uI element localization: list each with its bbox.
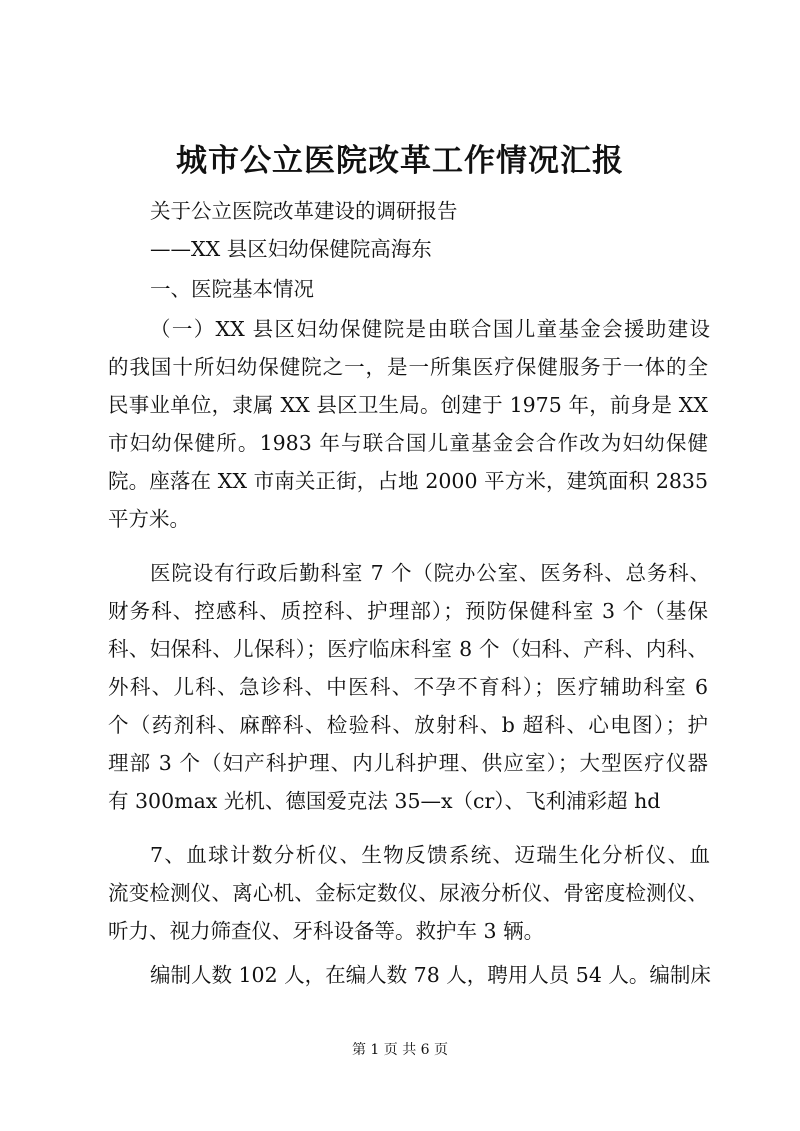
paragraph-line: 听力、视力筛查仪、牙科设备等。救护车 3 辆。 <box>108 919 545 943</box>
paragraph-line: 平方米。 <box>108 507 190 531</box>
paragraph-line: （一）XX 县区妇幼保健院是由联合国儿童基金会援助建设 <box>150 317 710 341</box>
paragraph-line: 编制人数 102 人，在编人数 78 人，聘用人员 54 人。编制床 <box>150 963 711 987</box>
paragraph-line: 有 300max 光机、德国爱克法 35—x（cr）、飞利浦彩超 hd <box>108 789 661 813</box>
paragraph-line: 民事业单位，隶属 XX 县区卫生局。创建于 1975 年，前身是 XX <box>108 393 708 417</box>
paragraph-line: 个（药剂科、麻醉科、检验科、放射科、b 超科、心电图）；护 <box>108 713 708 737</box>
page-number-footer: 第 1 页 共 6 页 <box>351 1042 449 1058</box>
paragraph-line: 市妇幼保健所。1983 年与联合国儿童基金会合作改为妇幼保健 <box>108 431 708 455</box>
paragraph-line: 医院设有行政后勤科室 7 个（院办公室、医务科、总务科、 <box>150 561 710 585</box>
paragraph-line: 的我国十所妇幼保健院之一，是一所集医疗保健服务于一体的全 <box>108 355 708 379</box>
report-subtitle: 关于公立医院改革建设的调研报告 <box>150 199 458 223</box>
paragraph-line: 财务科、控感科、质控科、护理部）；预防保健科室 3 个（基保 <box>108 599 708 623</box>
paragraph-line: 理部 3 个（妇产科护理、内儿科护理、供应室）；大型医疗仪器 <box>108 751 708 775</box>
paragraph-line: 科、妇保科、儿保科）；医疗临床科室 8 个（妇科、产科、内科、 <box>108 637 708 661</box>
report-author: ——XX 县区妇幼保健院高海东 <box>150 237 432 261</box>
section-heading: 一、医院基本情况 <box>150 277 314 301</box>
paragraph-line: 流变检测仪、离心机、金标定数仪、尿液分析仪、骨密度检测仪、 <box>108 881 708 905</box>
paragraph-line: 外科、儿科、急诊科、中医科、不孕不育科）；医疗辅助科室 6 <box>108 675 708 699</box>
paragraph-line: 院。座落在 XX 市南关正街，占地 2000 平方米，建筑面积 2835 <box>108 469 708 493</box>
document-title: 城市公立医院改革工作情况汇报 <box>176 143 624 179</box>
paragraph-line: 7、血球计数分析仪、生物反馈系统、迈瑞生化分析仪、血 <box>150 843 710 867</box>
